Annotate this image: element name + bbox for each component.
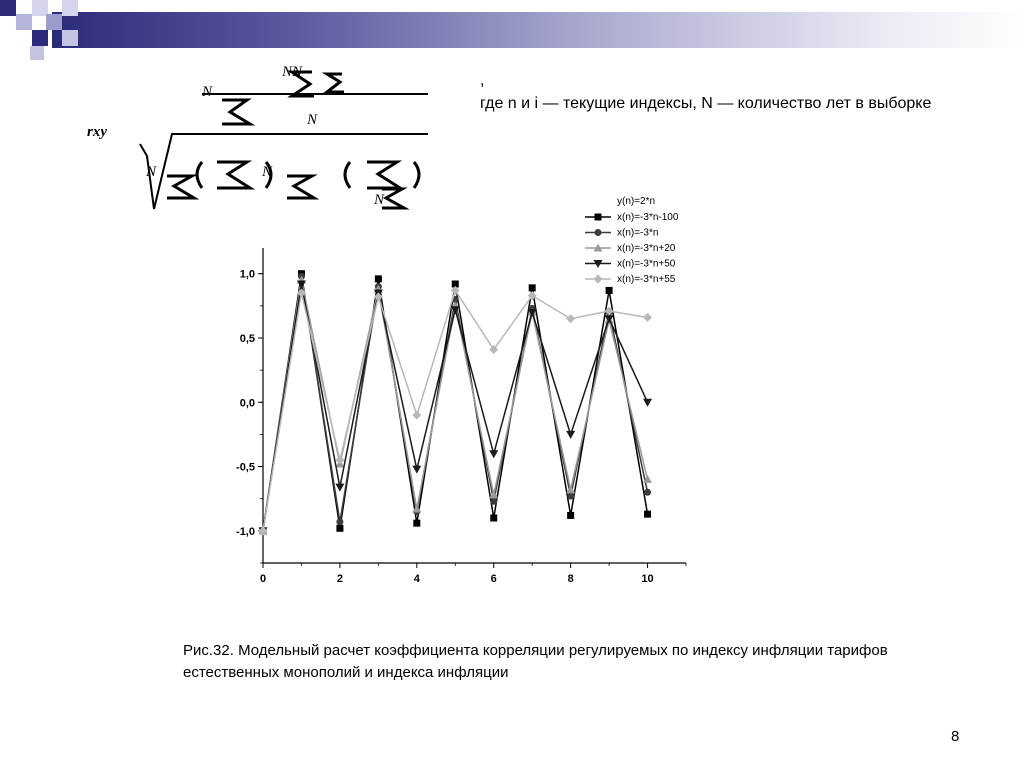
formula-comma: , xyxy=(480,72,485,89)
svg-text:N: N xyxy=(374,192,385,208)
data-point xyxy=(336,518,343,525)
data-point xyxy=(643,313,652,322)
data-point xyxy=(412,411,421,420)
x-tick-label: 10 xyxy=(641,573,654,585)
data-point xyxy=(644,489,651,496)
x-tick-label: 8 xyxy=(567,573,574,585)
legend-label: x(n)=-3*n xyxy=(617,227,659,239)
svg-text:N: N xyxy=(307,112,318,128)
data-point xyxy=(529,284,536,291)
legend-swatch-marker xyxy=(595,229,602,236)
svg-text:N: N xyxy=(262,164,273,180)
data-point xyxy=(336,525,343,532)
svg-text:N: N xyxy=(146,164,157,180)
svg-text:rxy: rxy xyxy=(87,124,107,140)
decor-square xyxy=(32,30,48,46)
data-point xyxy=(375,275,382,282)
data-point xyxy=(489,450,498,458)
data-point xyxy=(566,485,575,493)
data-point xyxy=(413,520,420,527)
svg-text:NN: NN xyxy=(282,64,303,80)
data-point xyxy=(490,498,497,505)
data-point xyxy=(490,515,497,522)
x-tick-label: 2 xyxy=(336,573,343,585)
data-point xyxy=(297,281,306,289)
legend-title: y(n)=2*n xyxy=(617,196,656,207)
x-tick-label: 6 xyxy=(490,573,497,585)
data-point xyxy=(335,484,344,492)
data-point xyxy=(566,314,575,323)
legend-label: x(n)=-3*n+50 xyxy=(617,258,676,270)
figure-caption: Рис.32. Модельный расчет коэффициента корреляции регулируемых по индексу инфляции тарифов естественных монополий и индекса инфляции xyxy=(183,642,888,681)
formula-explanation: где n и i — текущие индексы, N — количество лет в выборке xyxy=(480,95,932,112)
data-point xyxy=(643,399,652,407)
legend-label: x(n)=-3*n+20 xyxy=(617,243,676,254)
header-gradient-bar xyxy=(52,12,1024,48)
y-tick-label: -0,5 xyxy=(236,461,255,474)
y-tick-label: -1,0 xyxy=(236,525,255,538)
series-line xyxy=(263,290,648,530)
legend-swatch-marker xyxy=(595,214,602,221)
y-tick-label: 1,0 xyxy=(239,268,255,281)
decor-square xyxy=(62,30,78,46)
data-point xyxy=(412,466,421,474)
decor-square xyxy=(16,14,32,30)
data-point xyxy=(567,493,574,500)
legend-label: x(n)=-3*n+55 xyxy=(617,274,676,285)
decor-square xyxy=(62,0,78,16)
x-tick-label: 4 xyxy=(413,573,420,585)
y-tick-label: 0,0 xyxy=(239,397,255,410)
x-tick-label: 0 xyxy=(259,573,267,585)
data-point xyxy=(566,431,575,439)
decor-square xyxy=(0,0,16,16)
data-point xyxy=(567,512,574,519)
legend-swatch-marker xyxy=(594,275,603,284)
correlation-chart xyxy=(200,188,700,598)
decor-square xyxy=(30,46,44,60)
data-point xyxy=(606,287,613,294)
decor-square xyxy=(46,14,62,30)
data-point xyxy=(335,456,344,465)
slide-number: 8 xyxy=(951,728,960,745)
legend-label: x(n)=-3*n-100 xyxy=(617,212,679,223)
data-point xyxy=(644,511,651,518)
y-tick-label: 0,5 xyxy=(239,333,255,345)
svg-text:N: N xyxy=(202,84,213,100)
